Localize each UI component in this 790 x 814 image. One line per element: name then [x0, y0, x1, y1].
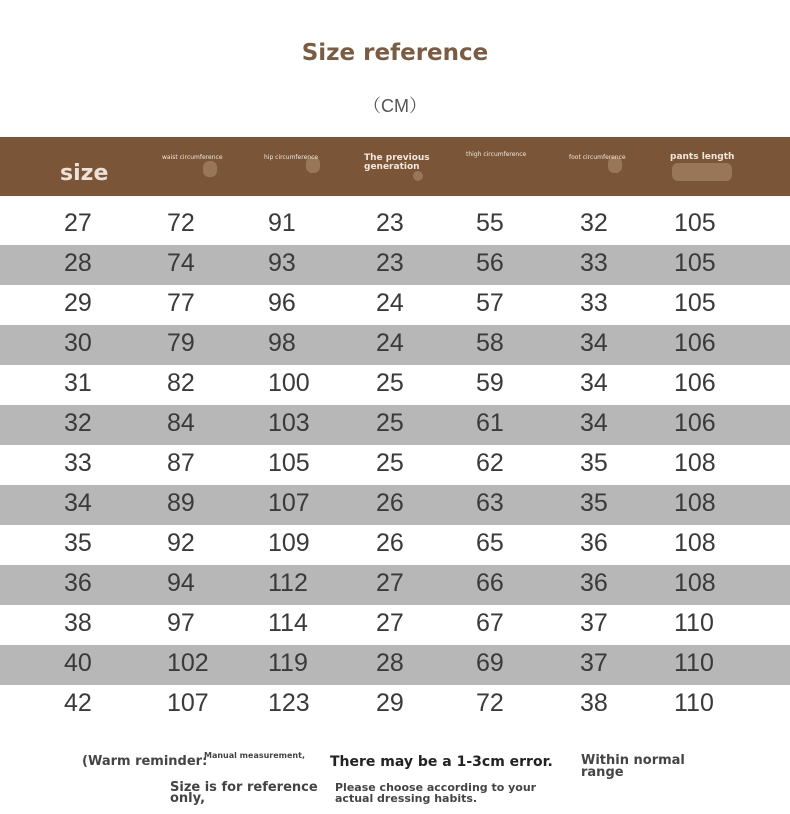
table-cell: 38 — [580, 689, 608, 717]
table-cell: 30 — [64, 329, 92, 357]
table-row — [0, 485, 790, 525]
table-cell: 27 — [376, 609, 404, 637]
header-waist: waist circumference — [162, 154, 223, 161]
table-cell: 34 — [580, 409, 608, 437]
table-cell: 66 — [476, 569, 504, 597]
table-cell: 24 — [376, 289, 404, 317]
table-cell: 105 — [674, 209, 716, 237]
table-row — [0, 365, 790, 405]
table-cell: 72 — [476, 689, 504, 717]
table-cell: 26 — [376, 529, 404, 557]
table-cell: 34 — [580, 329, 608, 357]
table-row — [0, 205, 790, 245]
table-cell: 28 — [376, 649, 404, 677]
table-cell: 107 — [167, 689, 209, 717]
size-table-body — [0, 205, 790, 725]
table-cell: 105 — [268, 449, 310, 477]
table-cell: 110 — [674, 689, 714, 717]
table-cell: 36 — [64, 569, 92, 597]
waist-illustration — [203, 161, 217, 177]
rise-illustration — [413, 171, 423, 181]
table-cell: 94 — [167, 569, 195, 597]
table-cell: 105 — [674, 249, 716, 277]
table-cell: 106 — [674, 369, 716, 397]
table-cell: 32 — [64, 409, 92, 437]
table-cell: 36 — [580, 529, 608, 557]
table-cell: 38 — [64, 609, 92, 637]
table-row — [0, 405, 790, 445]
table-cell: 91 — [268, 209, 296, 237]
table-cell: 98 — [268, 329, 296, 357]
table-row — [0, 285, 790, 325]
table-cell: 29 — [64, 289, 92, 317]
table-cell: 108 — [674, 489, 716, 517]
table-cell: 74 — [167, 249, 195, 277]
table-cell: 61 — [476, 409, 504, 437]
table-cell: 33 — [580, 289, 608, 317]
table-cell: 62 — [476, 449, 504, 477]
table-cell: 33 — [64, 449, 92, 477]
header-hip: hip circumference — [264, 154, 319, 161]
header-foot: foot circumference — [569, 154, 626, 161]
table-cell: 123 — [268, 689, 310, 717]
table-cell: 102 — [167, 649, 209, 677]
table-cell: 29 — [376, 689, 404, 717]
header-size: size — [60, 161, 109, 186]
table-cell: 57 — [476, 289, 504, 317]
table-cell: 59 — [476, 369, 504, 397]
table-cell: 65 — [476, 529, 504, 557]
table-cell: 84 — [167, 409, 195, 437]
table-cell: 106 — [674, 329, 716, 357]
note-reference: Size is for reference only, — [170, 780, 318, 806]
table-cell: 42 — [64, 689, 92, 717]
table-cell: 109 — [268, 529, 310, 557]
table-cell: 87 — [167, 449, 195, 477]
table-cell: 35 — [580, 449, 608, 477]
table-cell: 28 — [64, 249, 92, 277]
table-cell: 110 — [674, 609, 714, 637]
page-title: Size reference — [301, 40, 489, 66]
header-thigh: thigh circumference — [466, 151, 527, 158]
table-cell: 36 — [580, 569, 608, 597]
table-cell: 23 — [376, 249, 404, 277]
table-cell: 37 — [580, 649, 608, 677]
table-cell: 34 — [64, 489, 92, 517]
table-cell: 72 — [167, 209, 195, 237]
table-row — [0, 645, 790, 685]
table-cell: 69 — [476, 649, 504, 677]
table-cell: 58 — [476, 329, 504, 357]
table-cell: 93 — [268, 249, 296, 277]
note-choose: Please choose according to your actual dressing habits. — [335, 781, 537, 805]
table-cell: 27 — [64, 209, 92, 237]
table-row — [0, 605, 790, 645]
table-cell: 103 — [268, 409, 310, 437]
table-cell: 67 — [476, 609, 504, 637]
table-cell: 40 — [64, 649, 92, 677]
table-cell: 112 — [268, 569, 308, 597]
note-within: Within normal range — [581, 753, 685, 780]
table-cell: 82 — [167, 369, 195, 397]
note-manual: Manual measurement, — [204, 751, 305, 760]
table-row — [0, 245, 790, 285]
table-cell: 89 — [167, 489, 195, 517]
table-row — [0, 325, 790, 365]
table-row — [0, 525, 790, 565]
table-cell: 56 — [476, 249, 504, 277]
table-cell: 100 — [268, 369, 310, 397]
pants-illustration — [672, 163, 732, 181]
table-cell: 107 — [268, 489, 310, 517]
table-cell: 55 — [476, 209, 504, 237]
table-cell: 108 — [674, 529, 716, 557]
table-cell: 119 — [268, 649, 308, 677]
table-cell: 37 — [580, 609, 608, 637]
table-cell: 114 — [268, 609, 308, 637]
table-row — [0, 685, 790, 725]
table-header — [0, 137, 790, 196]
table-cell: 25 — [376, 409, 404, 437]
table-cell: 23 — [376, 209, 404, 237]
table-cell: 108 — [674, 569, 716, 597]
table-cell: 108 — [674, 449, 716, 477]
table-cell: 25 — [376, 449, 404, 477]
table-cell: 105 — [674, 289, 716, 317]
table-cell: 34 — [580, 369, 608, 397]
table-cell: 31 — [64, 369, 92, 397]
header-length: pants length — [670, 152, 735, 162]
table-cell: 26 — [376, 489, 404, 517]
table-cell: 27 — [376, 569, 404, 597]
table-cell: 97 — [167, 609, 195, 637]
table-cell: 106 — [674, 409, 716, 437]
note-warm: (Warm reminder: — [82, 754, 208, 769]
table-cell: 33 — [580, 249, 608, 277]
table-cell: 96 — [268, 289, 296, 317]
table-cell: 79 — [167, 329, 195, 357]
note-error: There may be a 1-3cm error. — [330, 754, 553, 770]
table-cell: 35 — [64, 529, 92, 557]
table-cell: 24 — [376, 329, 404, 357]
table-cell: 77 — [167, 289, 195, 317]
table-cell: 25 — [376, 369, 404, 397]
table-row — [0, 565, 790, 605]
table-cell: 92 — [167, 529, 195, 557]
table-cell: 110 — [674, 649, 714, 677]
table-cell: 63 — [476, 489, 504, 517]
table-cell: 32 — [580, 209, 608, 237]
table-cell: 35 — [580, 489, 608, 517]
header-rise: The previous generation — [364, 153, 430, 172]
unit-label: （CM） — [363, 96, 427, 116]
table-row — [0, 445, 790, 485]
